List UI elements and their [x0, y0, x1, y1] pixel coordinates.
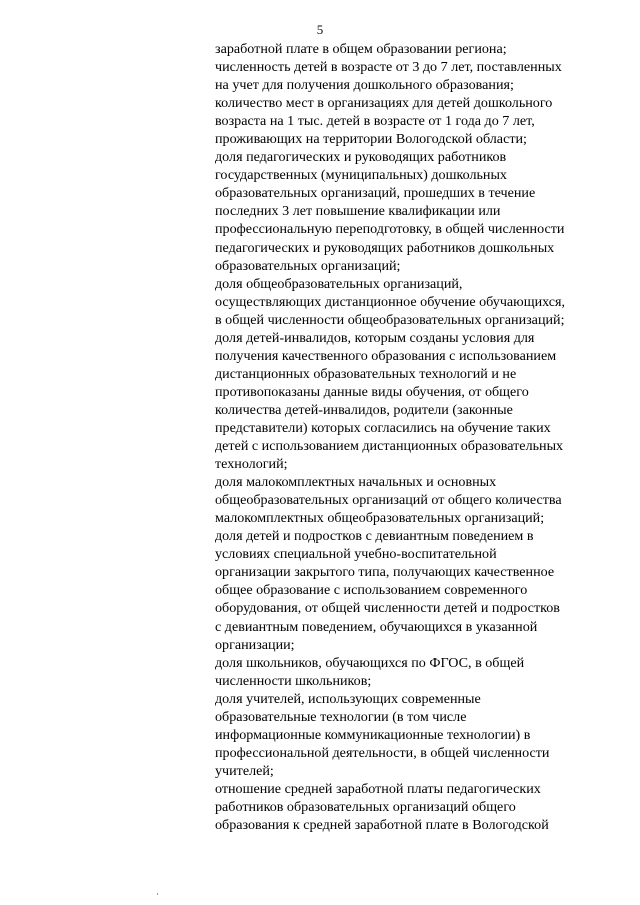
text-line: получения качественного образования с использованием: [215, 347, 557, 364]
text-line: доля школьников, обучающихся по ФГОС, в общей: [215, 654, 525, 671]
text-line: образовательных организаций;: [215, 257, 401, 274]
text-line: в общей численности общеобразовательных организаций;: [215, 311, 565, 328]
text-line: образовательные технологии (в том числе: [215, 708, 467, 725]
text-line: количества детей-инвалидов, родители (законные: [215, 401, 513, 418]
text-line: образования к средней заработной плате в Вологодской: [215, 817, 549, 834]
text-line: образовательных организаций, прошедших в течение: [215, 185, 536, 202]
text-line: учителей;: [215, 762, 274, 779]
text-line: противопоказаны данные виды обучения, от общего: [215, 383, 529, 400]
text-line: педагогических и руководящих работников дошкольных: [215, 239, 555, 256]
text-line: количество мест в организациях для детей дошкольного: [215, 95, 553, 112]
text-line: профессиональную переподготовку, в общей численности: [215, 221, 565, 238]
text-line: условиях специальной учебно-воспитательной: [215, 546, 497, 563]
text-line: государственных (муниципальных) дошкольных: [215, 167, 507, 184]
text-line: на учет для получения дошкольного образования;: [215, 77, 514, 94]
text-line: доля учителей, использующих современные: [215, 690, 481, 707]
text-line: численность детей в возрасте от 3 до 7 лет, поставленных: [215, 59, 562, 76]
text-line: оборудования, от общей численности детей и подростков: [215, 600, 560, 617]
text-line: возраста на 1 тыс. детей в возрасте от 1 года до 7 лет,: [215, 113, 535, 130]
text-line: представители) которых согласились на обучение таких: [215, 419, 551, 436]
body-text: [215, 40, 615, 834]
text-line: работников образовательных организаций общего: [215, 798, 516, 815]
text-line: общеобразовательных организаций от общего количества: [215, 492, 562, 509]
text-line: дистанционных образовательных технологий и не: [215, 365, 517, 382]
text-line: общее образование с использованием современного: [215, 582, 528, 599]
text-line: малокомплектных общеобразовательных организаций;: [215, 510, 545, 527]
text-line: заработной плате в общем образовании региона;: [215, 41, 507, 57]
text-line: проживающих на территории Вологодской области;: [215, 131, 527, 148]
text-line: отношение средней заработной платы педагогических: [215, 780, 541, 797]
text-line: последних 3 лет повышение квалификации или: [215, 203, 501, 220]
text-line: доля педагогических и руководящих работников: [215, 149, 507, 166]
text-line: доля малокомплектных начальных и основных: [215, 474, 497, 491]
text-line: профессиональной деятельности, в общей численности: [215, 744, 550, 761]
text-line: доля общеобразовательных организаций,: [215, 275, 463, 292]
text-line: доля детей и подростков с девиантным поведением в: [215, 528, 534, 545]
text-line: осуществляющих дистанционное обучение обучающихся,: [215, 293, 566, 310]
text-line: информационные коммуникационные технологии) в: [215, 726, 531, 743]
page-number: 5: [316, 22, 324, 37]
scan-speck: [157, 893, 158, 895]
text-line: организации;: [215, 636, 295, 653]
text-line: доля детей-инвалидов, которым созданы условия для: [215, 329, 535, 346]
text-line: организации закрытого типа, получающих качественное: [215, 564, 555, 581]
text-line: с девиантным поведением, обучающихся в указанной: [215, 618, 538, 635]
text-line: численности школьников;: [215, 672, 372, 689]
text-line: детей с использованием дистанционных образовательных: [215, 438, 564, 455]
text-line: технологий;: [215, 456, 288, 473]
